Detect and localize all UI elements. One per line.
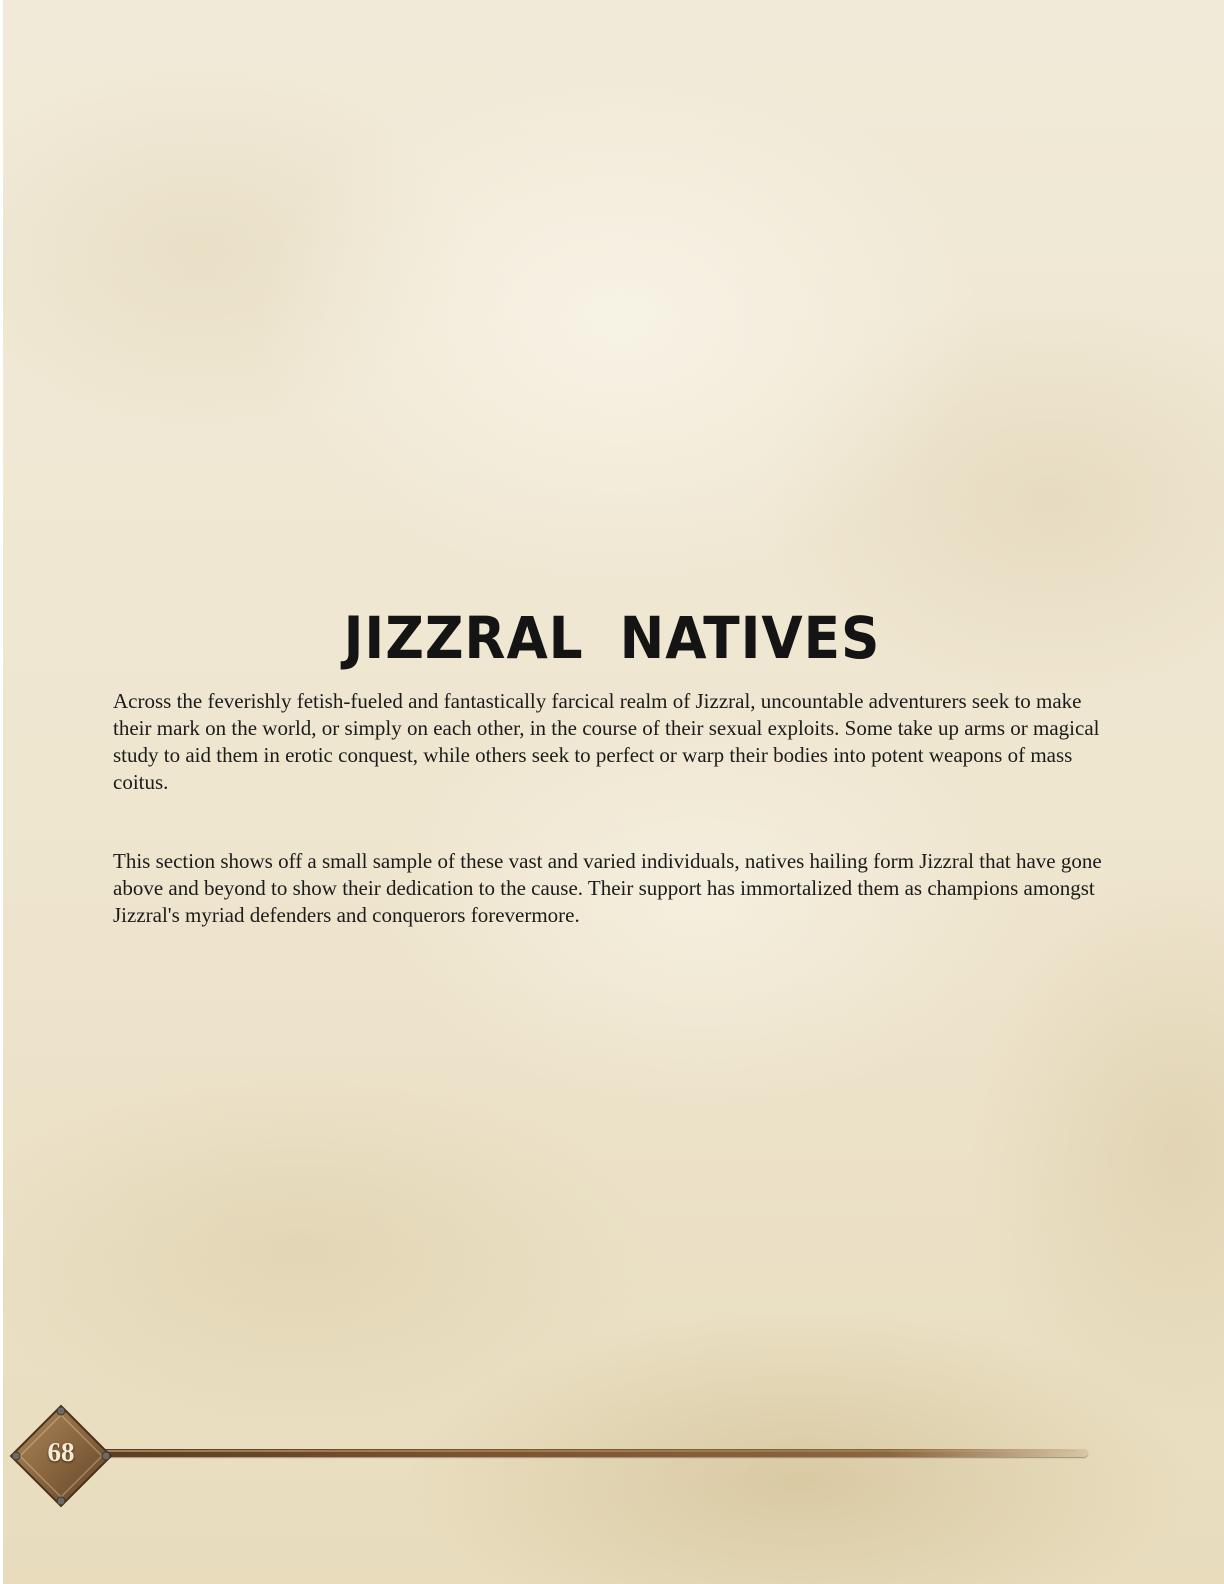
page-title: JIZZRAL NATIVES bbox=[343, 604, 881, 672]
footer-rule-highlight bbox=[96, 1450, 1076, 1452]
section-paragraph: This section shows off a small sample of these vast and varied individuals, natives hailing form Jizzral that have gone above and beyond to show their dedication to the cause. Their support has immortalized them as champions amongst Jizzral's myriad defenders and conquerors forevermore. bbox=[113, 849, 1102, 927]
intro-paragraph: Across the feverishly fetish-fueled and fantastically farcical realm of Jizzral, uncountable adventurers seek to make their mark on the world, or simply on each other, in the course of their sexual exploits. Some take up arms or magical study to aid them in erotic conquest, while others seek to perfect or warp their bodies into potent weapons of mass coitus. bbox=[113, 689, 1100, 794]
page-left-edge bbox=[0, 0, 3, 1584]
page-number: 68 bbox=[47, 1437, 75, 1467]
